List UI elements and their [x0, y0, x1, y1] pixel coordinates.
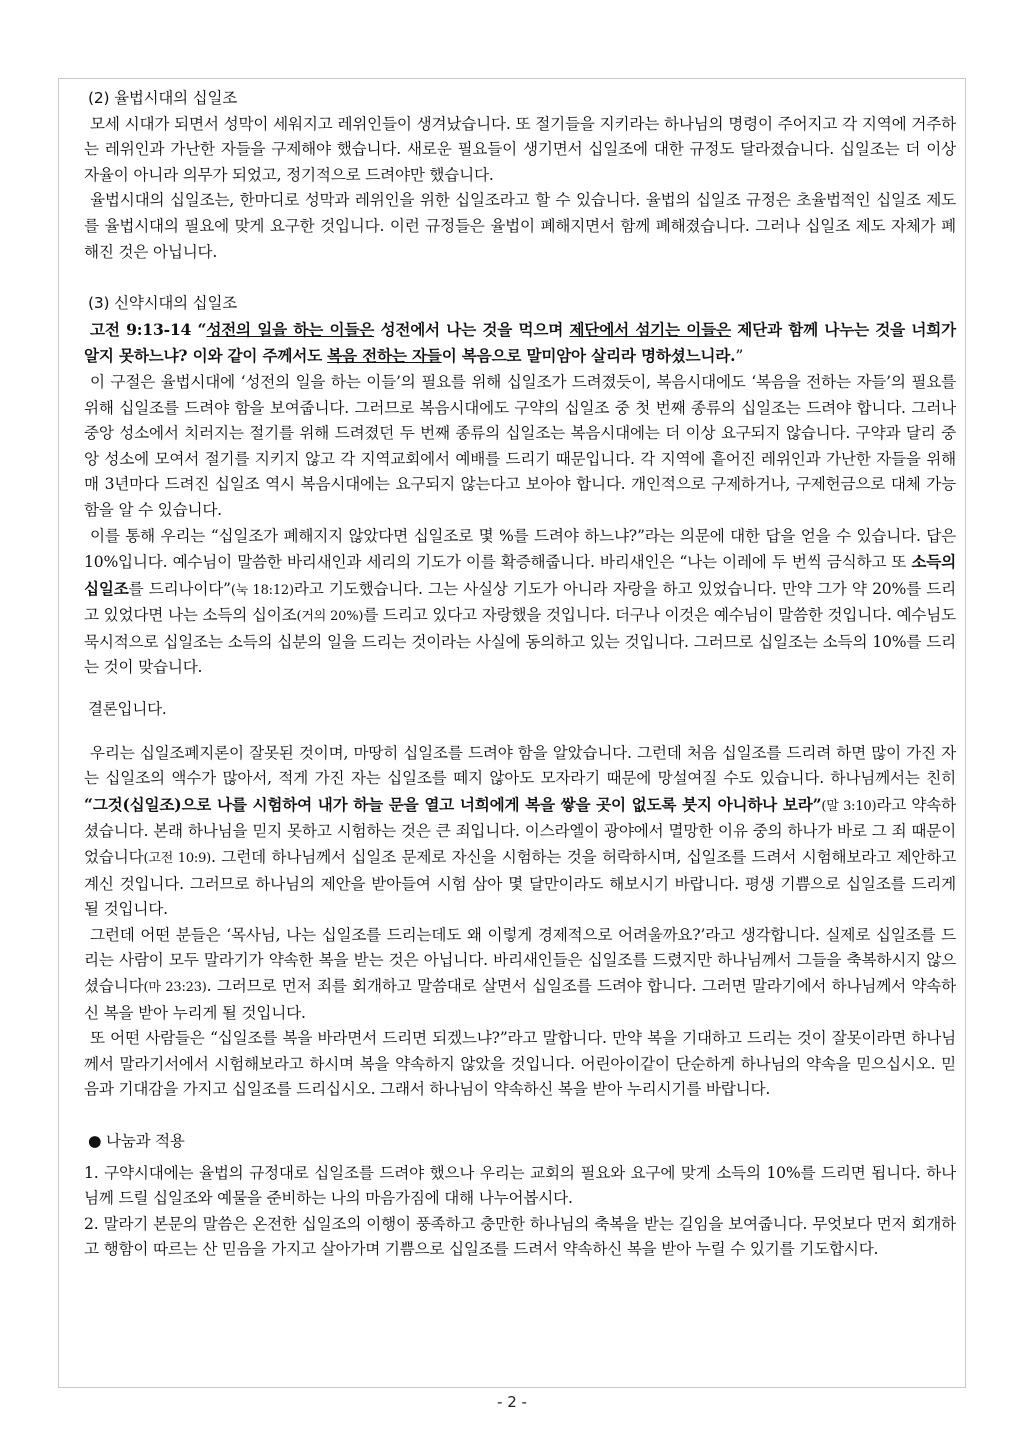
text-run: 그런데 어떤 분들은 ‘목사님, 나는 십일조를 드리는데도 왜 이렇게 경제적으로 어려울까요?’라고 생각합니다. 실제로 십일조를 드리는 사람이 모두 말라기가 약속한 복을 받는 것은 아닙니다. 바리새인들은 십일조를 드렸지만 하나님께서 그들을 축복하시지 않으셨습니다 — [84, 925, 956, 995]
scripture-underline-2: 제단에서 섬기는 이들은 — [569, 319, 731, 339]
bible-reference: (마 23:23) — [143, 980, 207, 995]
scripture-text-3: 이 복음으로 말미암아 살리라 명하셨느니라. — [441, 346, 736, 366]
scripture-underline-3: 복음 전하는 자들 — [327, 346, 442, 366]
section-3-paragraph-2 — [84, 524, 956, 682]
scripture-close-quote: ” — [735, 347, 744, 366]
scripture-text-1: 성전에서 나는 것을 먹으며 — [374, 319, 570, 339]
text-run: 를 드리고 있다고 자랑했을 것입니다. 더구나 이것은 예수님이 말씀한 것입니다. 예수님도 묵시적으로 십일조는 소득의 십분의 일을 드리는 것이라는 사실에 동의하고 있는 것입니다. 그러므로 십일조는 소득의 10%를 드리는 것이 맞습니다. — [84, 606, 957, 677]
section-3-heading: (3) 신약시대의 십일조 — [88, 294, 237, 313]
page-number: - 2 - — [497, 1393, 527, 1411]
bold-quote: “그것(십일조)으로 나를 시험하여 내가 하늘 문을 열고 너희에게 복을 쌓을 곳이 없도록 붓지 아니하나 보라” — [84, 794, 822, 814]
parenthetical-note: (거의 20%) — [296, 609, 364, 625]
scripture-reference: 고전 9:13-14 “ — [90, 319, 207, 339]
scripture-quote — [84, 317, 956, 370]
text-run: 이를 통해 우리는 “십일조가 폐해지지 않았다면 십일조로 몇 %를 드려야 하느냐?”라는 의문에 대한 답을 얻을 수 있습니다. 답은 10%입니다. 예수님이 말씀한 바리새인과 세리의 기도가 이를 확증해줍니다. 바리새인은 “나는 이레에 두 번씩 금식하고 또 — [84, 526, 956, 572]
bible-reference: (눅 18:12) — [230, 582, 294, 598]
scripture-text-2: 제단과 함께 나누는 것을 너희가 알지 못하느냐? 이와 같이 주께서도 — [84, 319, 956, 366]
conclusion-heading: 결론입니다. — [88, 700, 167, 719]
text-run: . 그러므로 먼저 죄를 회개하고 말씀대로 살면서 십일조를 드려야 합니다. 그러면 말라기에서 하나님께서 약속하신 복을 받아 누리게 될 것입니다. — [84, 977, 956, 1022]
bible-reference: (말 3:10) — [821, 798, 877, 814]
text-run: . 그런데 하나님께서 십일조 문제로 자신을 시험하는 것을 허락하시며, 십일조를 드려서 시험해보라고 제안하고 계신 것입니다. 그러므로 하나님의 제안을 받아들여 시험 삼아 몇 달만이라도 해보시기 바랍니다. 평생 기쁨으로 십일조를 드리게 될 것입니다. — [84, 848, 956, 919]
text-run: 라고 약속하셨습니다. 본래 하나님을 믿지 못하고 시험하는 것은 큰 죄입니다. 이스라엘이 광야에서 멸망한 이유 중의 하나가 바로 그 죄 때문이었습니다 — [84, 795, 956, 867]
sharing-item-2: 2. 말라기 본문의 말씀은 온전한 십일조의 이행이 풍족하고 충만한 하나님의 축복을 받는 길임을 보여줍니다. 무엇보다 먼저 회개하고 행함이 따르는 산 믿음을 가지고 살아가며 기쁨으로 십일조를 드려서 약속하신 복을 받아 누릴 수 있기를 기도합시다. — [84, 1214, 956, 1259]
page-content — [84, 86, 956, 1263]
scripture-underline-1: 성전의 일을 하는 이들은 — [206, 319, 375, 339]
section-2-paragraph-1: 모세 시대가 되면서 성막이 세워지고 레위인들이 생겨났습니다. 또 절기들을 지키라는 하나님의 명령이 주어지고 각 지역에 거주하는 레위인과 가난한 자들을 구제해야 했습니다. 새로운 필요들이 생기면서 십일조에 대한 규정도 달라졌습니다. 십일조는 더 이상 자율이 아니라 의무가 되었고, 정기적으로 드려야만 했습니다. — [84, 114, 956, 184]
section-2-paragraph-2: 율법시대의 십일조는, 한마디로 성막과 레위인을 위한 십일조라고 할 수 있습니다. 율법의 십일조 규정은 초율법적인 십일조 제도를 율법시대의 필요에 맞게 요구한 것입니다. 이런 규정들은 율법이 폐해지면서 함께 폐해졌습니다. 그러나 십일조 제도 자체가 폐해진 것은 아닙니다. — [84, 191, 956, 261]
bold-phrase: 소득의 십일조 — [84, 552, 956, 598]
sharing-heading: ● 나눔과 적용 — [88, 1131, 185, 1150]
section-3-paragraph-1: 이 구절은 율법시대에 ‘성전의 일을 하는 이들’의 필요를 위해 십일조가 드려졌듯이, 복음시대에도 ‘복음을 전하는 자들’의 필요를 위해 십일조를 드려야 함을 보여줍니다. 그러므로 복음시대에도 구약의 십일조 중 첫 번째 종류의 십일조는 드려야 합니다. 그러나 중앙 성소에서 치러지는 절기를 위해 드려졌던 두 번째 종류의 십일조는 복음시대에는 더 이상 요구되지 않습니다. 구약과 달리 중앙 성소에 모여서 절기를 지키지 않고 각 지역교회에서 예배를 드리기 때문입니다. 각 지역에 흩어진 레위인과 가난한 자들을 위해 매 3년마다 드려진 십일조 역시 복음시대에는 요구되지 않는다고 보아야 합니다. 개인적으로 구제하거나, 구제헌금으로 대체 가능함을 알 수 있습니다. — [84, 372, 956, 519]
bible-reference: (고전 10:9) — [143, 851, 212, 867]
text-run: 라고 기도했습니다. 그는 사실상 기도가 아니라 자랑을 하고 있었습니다. 만약 그가 약 20%를 드리고 있었다면 나는 소득의 십이조 — [84, 579, 956, 625]
conclusion-paragraph-3: 또 어떤 사람들은 “십일조를 복을 바라면서 드리면 되겠느냐?”라고 말합니다. 만약 복을 기대하고 드리는 것이 잘못이라면 하나님께서 말라기서에서 시험해보라고 하시며 복을 약속하지 않았을 것입니다. 어린아이같이 단순하게 하나님의 약속을 믿으십시오. 믿음과 기대감을 가지고 십일조를 드리십시오. 그래서 하나님이 약속하신 복을 받아 누리시기를 바랍니다. — [84, 1029, 956, 1099]
conclusion-paragraph-2 — [84, 923, 956, 1026]
text-run: 를 드리나이다” — [128, 579, 231, 598]
section-2-heading: (2) 율법시대의 십일조 — [88, 89, 237, 107]
text-run: 우리는 십일조폐지론이 잘못된 것이며, 마땅히 십일조를 드려야 함을 알았습니다. 그런데 처음 십일조를 드리려 하면 많이 가진 자는 십일조의 액수가 많아서, 적게 가진 자는 십일조를 떼지 않아도 모자라기 때문에 망설여질 수도 있습니다. 하나님께서는 친히 — [84, 743, 956, 788]
conclusion-paragraph-1 — [84, 741, 956, 923]
sharing-item-1: 1. 구약시대에는 율법의 규정대로 십일조를 드려야 했으나 우리는 교회의 필요와 요구에 맞게 소득의 10%를 드리면 됩니다. 하나님께 드릴 십일조와 예물을 준비하는 나의 마음가짐에 대해 나누어봅시다. — [84, 1163, 956, 1208]
